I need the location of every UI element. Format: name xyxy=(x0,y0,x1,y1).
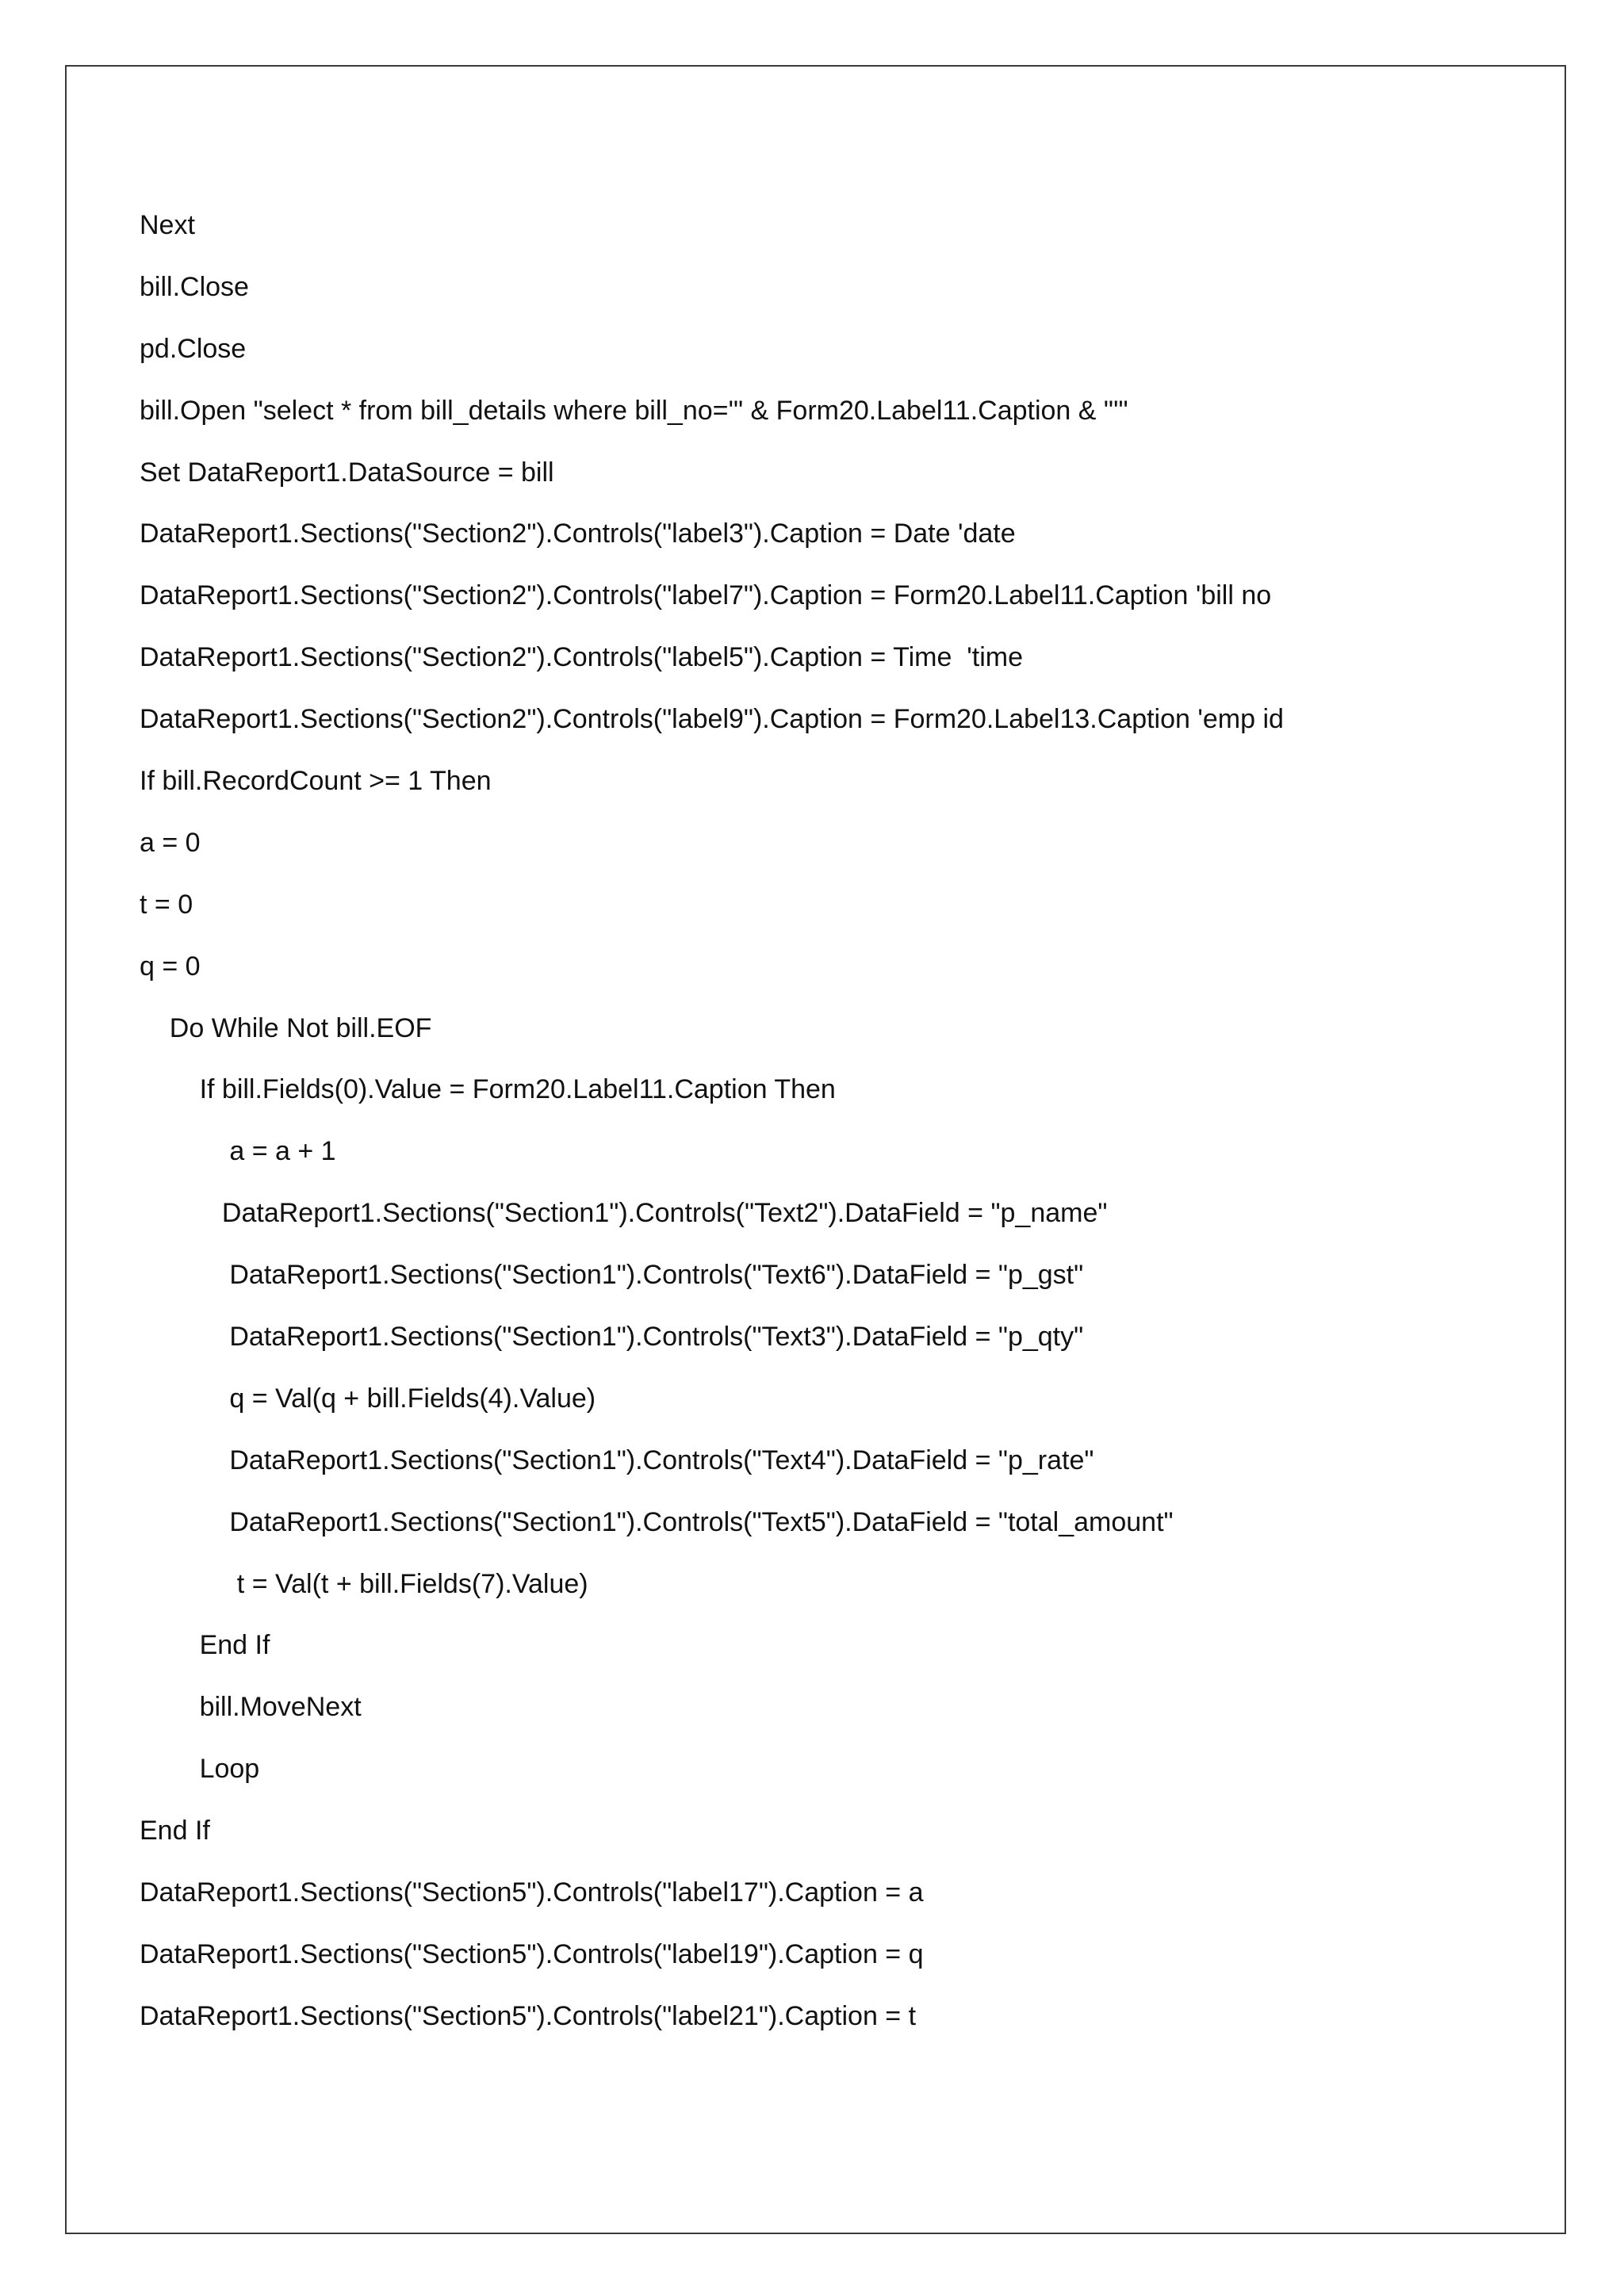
code-line: DataReport1.Sections("Section1").Controls("Text2").DataField = "p_name" xyxy=(140,1198,1108,1229)
code-line: DataReport1.Sections("Section2").Controls("label7").Caption = Form20.Label11.Caption 'bill no xyxy=(140,580,1272,611)
code-line: End If xyxy=(140,1816,210,1846)
code-line: Loop xyxy=(140,1754,260,1785)
code-line: DataReport1.Sections("Section1").Controls("Text3").DataField = "p_qty" xyxy=(140,1322,1084,1353)
code-line: DataReport1.Sections("Section2").Controls("label9").Caption = Form20.Label13.Caption 'emp id xyxy=(140,704,1284,735)
code-line: DataReport1.Sections("Section2").Controls("label5").Caption = Time 'time xyxy=(140,642,1023,673)
code-line: DataReport1.Sections("Section5").Controls("label19").Caption = q xyxy=(140,1938,924,1969)
code-line: t = 0 xyxy=(140,889,193,920)
code-line: bill.Close xyxy=(140,271,249,302)
code-line: t = Val(t + bill.Fields(7).Value) xyxy=(140,1568,588,1599)
code-line: bill.MoveNext xyxy=(140,1692,362,1723)
code-line: q = 0 xyxy=(140,951,201,982)
code-line: a = a + 1 xyxy=(140,1136,336,1167)
code-line: If bill.RecordCount >= 1 Then xyxy=(140,766,492,797)
code-line: Next xyxy=(140,210,195,240)
code-line: DataReport1.Sections("Section1").Controls("Text4").DataField = "p_rate" xyxy=(140,1445,1094,1475)
code-line: DataReport1.Sections("Section1").Controls("Text6").DataField = "p_gst" xyxy=(140,1260,1084,1291)
code-line: a = 0 xyxy=(140,827,201,858)
code-line: Do While Not bill.EOF xyxy=(140,1012,432,1043)
code-line: End If xyxy=(140,1630,270,1661)
code-line: bill.Open "select * from bill_details where bill_no='" & Form20.Label11.Caption & "'" xyxy=(140,395,1128,426)
code-line: DataReport1.Sections("Section5").Controls("label21").Caption = t xyxy=(140,2000,917,2031)
code-line: Set DataReport1.DataSource = bill xyxy=(140,457,554,488)
code-line: pd.Close xyxy=(140,333,247,364)
code-line: If bill.Fields(0).Value = Form20.Label11.Caption Then xyxy=(140,1074,836,1105)
code-line: DataReport1.Sections("Section2").Controls("label3").Caption = Date 'date xyxy=(140,519,1016,549)
code-listing xyxy=(140,208,1527,2061)
code-line: DataReport1.Sections("Section5").Controls("label17").Caption = a xyxy=(140,1877,924,1908)
code-line: q = Val(q + bill.Fields(4).Value) xyxy=(140,1383,596,1414)
code-line: DataReport1.Sections("Section1").Controls("Text5").DataField = "total_amount" xyxy=(140,1506,1174,1537)
